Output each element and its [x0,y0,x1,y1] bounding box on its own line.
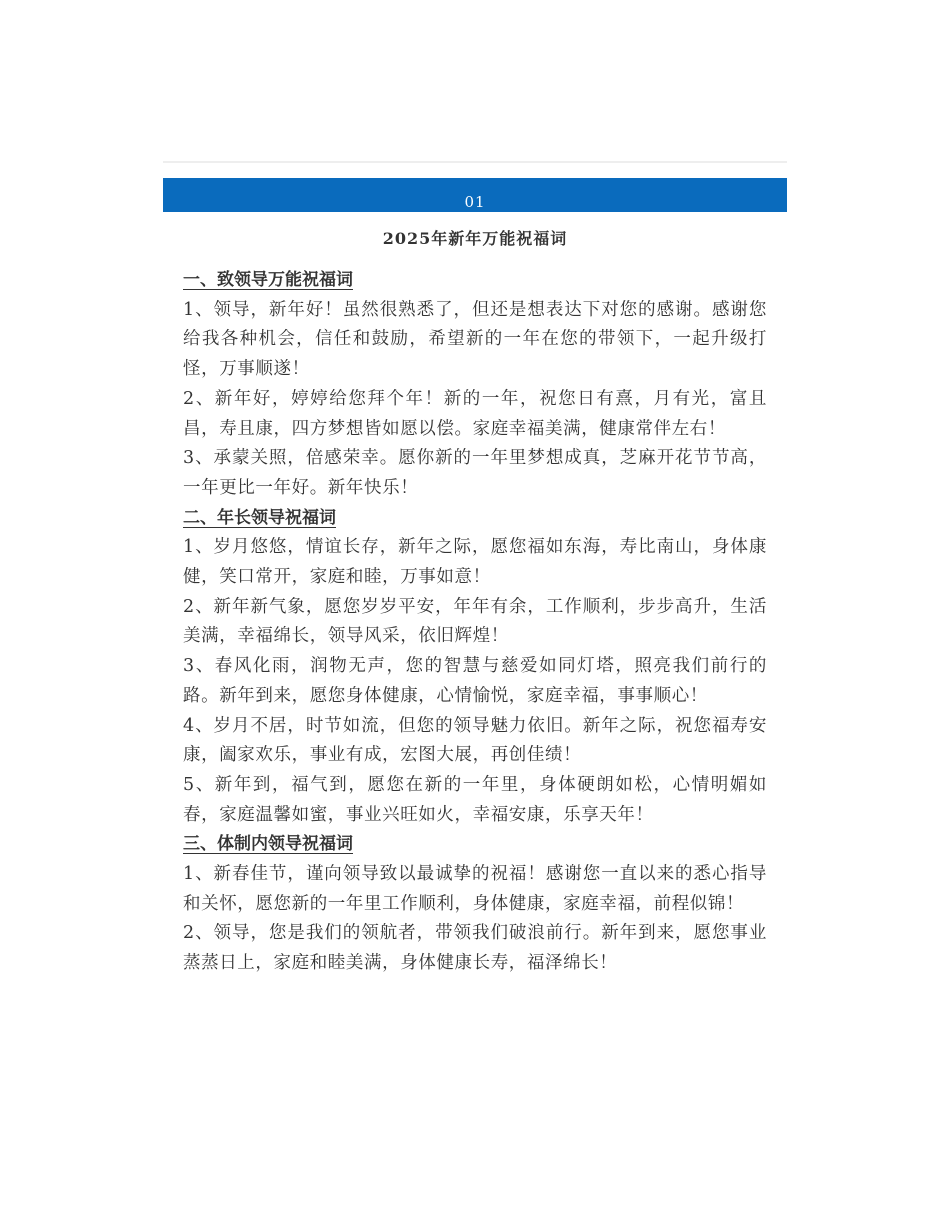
section-heading: 三、体制内领导祝福词 [183,834,353,855]
blessing-item: 4、岁月不居，时节如流，但您的领导魅力依旧。新年之际，祝您福寿安康，阖家欢乐，事业有成，宏图大展，再创佳绩！ [183,715,767,766]
document-title: 2025年新年万能祝福词 [382,229,568,248]
blessing-item: 1、新春佳节，谨向领导致以最诚挚的祝福！感谢您一直以来的悉心指导和关怀，愿您新的一年里工作顺利，身体健康，家庭幸福，前程似锦！ [183,864,767,914]
blessing-item: 5、新年到，福气到，愿您在新的一年里，身体硬朗如松，心情明媚如春，家庭温馨如蜜，事业兴旺如火，幸福安康，乐享天年！ [183,774,767,825]
section-heading: 一、致领导万能祝福词 [183,270,353,290]
blessing-item: 1、岁月悠悠，情谊长存，新年之际，愿您福如东海，寿比南山，身体康健，笑口常开，家庭和睦，万事如意！ [183,537,767,588]
blessing-item: 3、春风化雨，润物无声，您的智慧与慈爱如同灯塔，照亮我们前行的路。新年到来，愿您身体健康，心情愉悦，家庭幸福，事事顺心！ [183,656,767,706]
section-number-banner [163,178,787,212]
blessing-item: 2、新年新气象，愿您岁岁平安，年年有余，工作顺利，步步高升，生活美满，幸福绵长，领导风采，依旧辉煌！ [183,596,767,647]
blessing-item: 3、承蒙关照，倍感荣幸。愿你新的一年里梦想成真，芝麻开花节节高，一年更比一年好。新年快乐！ [183,448,767,498]
blessing-item: 1、领导，新年好！虽然很熟悉了，但还是想表达下对您的感谢。感谢您给我各种机会，信任和鼓励，希望新的一年在您的带领下，一起升级打怪，万事顺遂！ [183,299,767,380]
top-divider [163,161,787,163]
blessing-item: 2、领导，您是我们的领航者，带领我们破浪前行。新年到来，愿您事业蒸蒸日上，家庭和睦美满，身体健康长寿，福泽绵长！ [183,923,767,974]
document-body [183,266,767,979]
section-number: 01 [464,193,486,211]
blessing-item: 2、新年好，婷婷给您拜个年！新的一年，祝您日有熹，月有光，富且昌，寿且康，四方梦想皆如愿以偿。家庭幸福美满，健康常伴左右！ [183,388,767,439]
section-heading: 二、年长领导祝福词 [183,507,336,528]
